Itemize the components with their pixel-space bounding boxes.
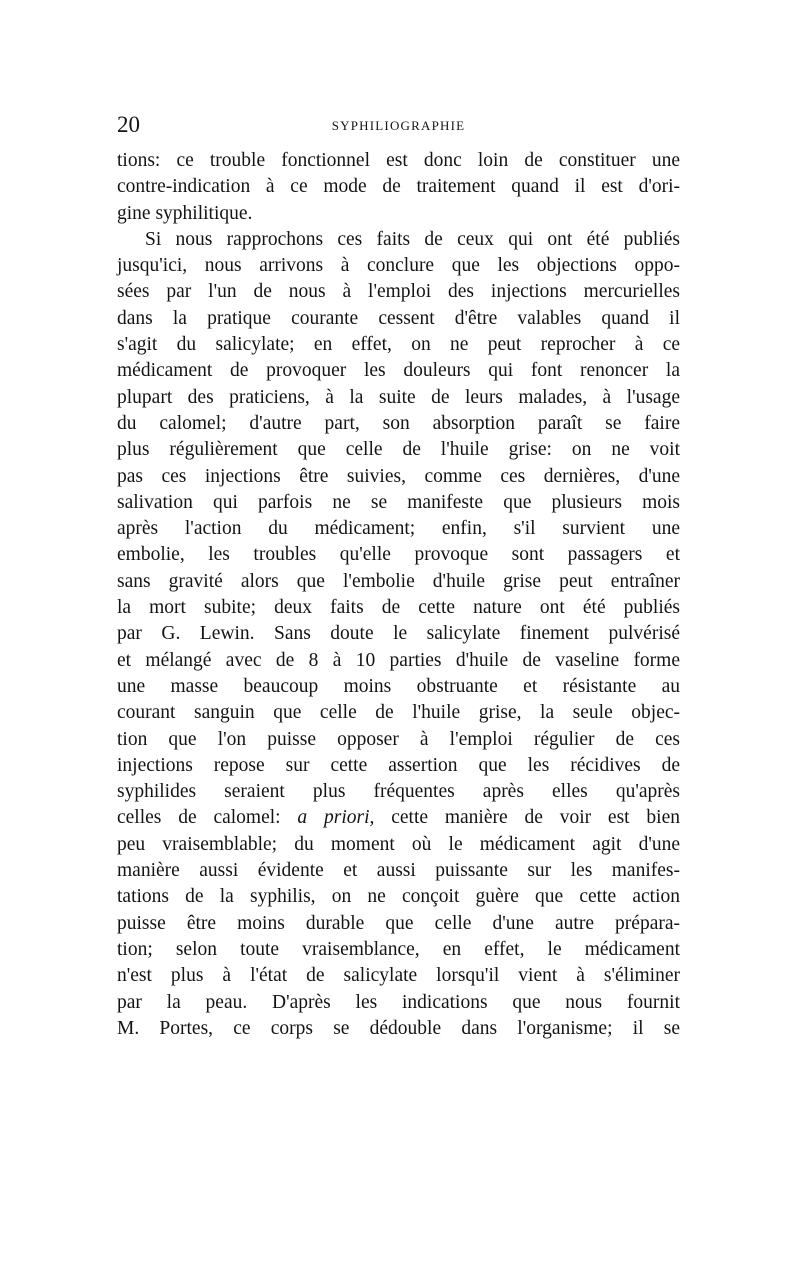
text-line: courant sanguin que celle de l'huile grise, la seule objec- bbox=[117, 702, 680, 724]
text-line: tations de la syphilis, on ne conçoit guère que cette action bbox=[117, 886, 680, 908]
text-line: par G. Lewin. Sans doute le salicylate finement pulvérisé bbox=[117, 623, 680, 645]
text-line: gine syphilitique. bbox=[117, 202, 253, 224]
text-line: contre-indication à ce mode de traitement quand il est d'ori- bbox=[117, 176, 680, 198]
text-line: puisse être moins durable que celle d'une autre prépara- bbox=[117, 912, 680, 934]
text-line: syphilides seraient plus fréquentes après elles qu'après bbox=[117, 781, 680, 803]
italic-phrase: a priori, bbox=[297, 807, 375, 829]
text-line: et mélangé avec de 8 à 10 parties d'huile de vaseline forme bbox=[117, 649, 680, 671]
text-line: tions: ce trouble fonctionnel est donc loin de constituer une bbox=[117, 150, 680, 171]
text-line: manière aussi évidente et aussi puissante sur les manifes- bbox=[117, 860, 680, 882]
text-line: par la peau. D'après les indications que nous fournit bbox=[117, 991, 680, 1013]
text-line: sans gravité alors que l'embolie d'huile grise peut entraîner bbox=[117, 570, 680, 592]
text-line: embolie, les troubles qu'elle provoque sont passagers et bbox=[117, 544, 680, 566]
text-line: après l'action du médicament; enfin, s'il survient une bbox=[117, 518, 680, 540]
text-line: une masse beaucoup moins obstruante et résistante au bbox=[117, 675, 680, 697]
page-number: 20 bbox=[117, 112, 140, 137]
text-line: pas ces injections être suivies, comme ces dernières, d'une bbox=[117, 465, 680, 487]
text-line: plupart des praticiens, à la suite de leurs malades, à l'usage bbox=[117, 386, 680, 408]
text-line: tion que l'on puisse opposer à l'emploi régulier de ces bbox=[117, 728, 680, 750]
text-line: peu vraisemblable; du moment où le médicament agit d'une bbox=[117, 833, 680, 855]
text-line: dans la pratique courante cessent d'être valables quand il bbox=[117, 307, 680, 329]
body-text bbox=[117, 148, 680, 1042]
text-line: injections repose sur cette assertion que les récidives de bbox=[117, 754, 680, 776]
text-line: salivation qui parfois ne se manifeste que plusieurs mois bbox=[117, 491, 680, 513]
text-line: sées par l'un de nous à l'emploi des injections mercurielles bbox=[117, 281, 680, 303]
text-line: tion; selon toute vraisemblance, en effet, le médicament bbox=[117, 938, 680, 960]
text-segment: celles de calomel: bbox=[117, 807, 281, 829]
book-page bbox=[117, 110, 680, 1042]
text-line: n'est plus à l'état de salicylate lorsqu'il vient à s'éliminer bbox=[117, 965, 680, 987]
text-line: M. Portes, ce corps se dédouble dans l'organisme; il se bbox=[117, 1017, 680, 1039]
text-line: médicament de provoquer les douleurs qui font renoncer la bbox=[117, 360, 680, 382]
running-head bbox=[117, 110, 680, 144]
text-line: plus régulièrement que celle de l'huile grise: on ne voit bbox=[117, 439, 680, 461]
text-line: du calomel; d'autre part, son absorption paraît se faire bbox=[117, 412, 680, 434]
text-line: la mort subite; deux faits de cette nature ont été publiés bbox=[117, 597, 680, 619]
text-line: Si nous rapprochons ces faits de ceux qui ont été publiés bbox=[145, 228, 680, 250]
text-segment: cette manière de voir est bien bbox=[391, 807, 680, 829]
running-title: SYPHILIOGRAPHIE bbox=[331, 118, 466, 133]
text-line: s'agit du salicylate; en effet, on ne peut reprocher à ce bbox=[117, 334, 680, 356]
text-line: jusqu'ici, nous arrivons à conclure que les objections oppo- bbox=[117, 255, 680, 277]
text-line-with-italic bbox=[117, 805, 680, 831]
